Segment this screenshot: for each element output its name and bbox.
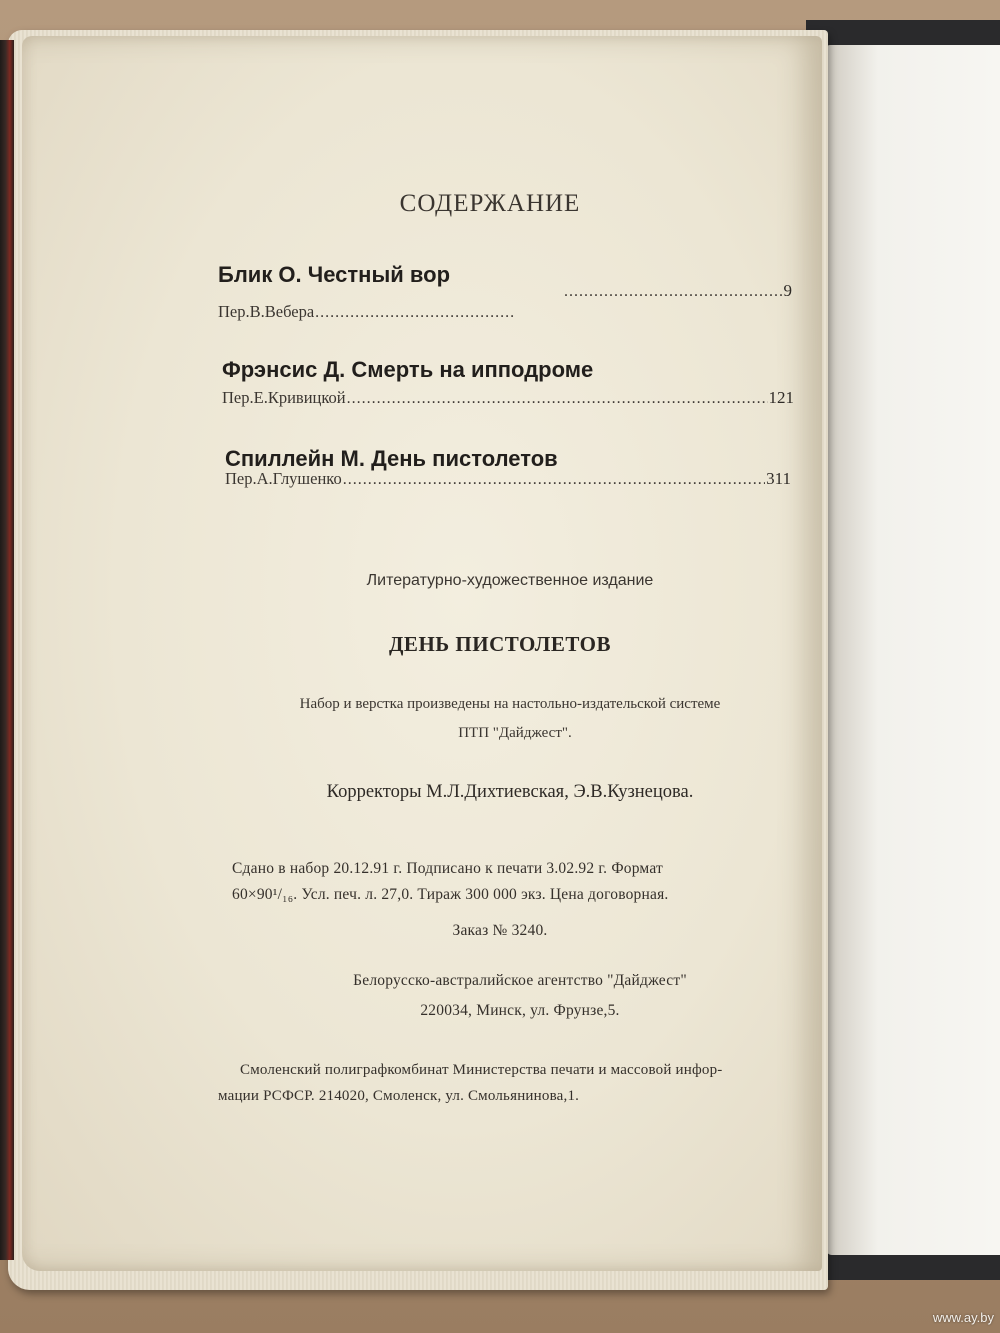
- publisher-name: Белорусско-австралийское агентство "Дайджест": [353, 972, 687, 989]
- toc-translator-1: Пер.В.Вебера: [218, 302, 315, 321]
- watermark: www.ay.by: [932, 1310, 994, 1325]
- toc-entry-row-3: [225, 469, 791, 489]
- toc-translator-dots-1: [315, 304, 515, 322]
- order-number: Заказ № 3240.: [452, 922, 548, 939]
- edition-type: Литературно-художественное издание: [366, 572, 654, 589]
- publisher-address: 220034, Минск, ул. Фрунзе,5.: [420, 1002, 620, 1019]
- toc-translator-row-1: [218, 302, 778, 322]
- toc-page-1: 9: [783, 281, 792, 300]
- toc-translator-3: Пер.А.Глушенко: [225, 469, 342, 488]
- toc-entry-row-2: [222, 388, 794, 408]
- print-info-line-2: 60×90¹/₁₆. Усл. печ. л. 27,0. Тираж 300 000 экз. Цена договорная.: [232, 886, 669, 903]
- toc-title-2: Фрэнсис Д. Смерть на ипподроме: [222, 357, 594, 382]
- typeset-line-2: ПТП "Дайджест".: [458, 725, 572, 741]
- typeset-line-1: Набор и верстка произведены на настольно-издательской системе: [299, 696, 721, 712]
- toc-translator-2: Пер.Е.Кривицкой: [222, 388, 346, 407]
- toc-entry-page-row-1: [218, 281, 792, 301]
- toc-title-1: Блик О. Честный вор: [218, 262, 451, 287]
- print-info-line-1: Сдано в набор 20.12.91 г. Подписано к печати 3.02.92 г. Формат: [232, 860, 663, 877]
- contents-heading: СОДЕРЖАНИЕ: [399, 190, 581, 217]
- toc-page-3: 311: [766, 469, 791, 488]
- toc-leader-dots-3: [343, 471, 765, 489]
- toc-entry-title-2: [222, 357, 792, 383]
- toc-leader-dots-2: [347, 390, 768, 408]
- toc-title-3: Спиллейн М. День пистолетов: [225, 446, 558, 471]
- toc-leader-dots-1: [564, 283, 783, 301]
- toc-page-2: 121: [768, 388, 794, 407]
- printer-line-2: мации РСФСР. 214020, Смоленск, ул. Смольянинова,1.: [218, 1088, 580, 1104]
- printer-line-1: Смоленский полиграфкомбинат Министерства печати и массовой инфор-: [240, 1062, 723, 1078]
- book-title: ДЕНЬ ПИСТОЛЕТОВ: [388, 632, 611, 656]
- proofreaders: Корректоры М.Л.Дихтиевская, Э.В.Кузнецова.: [326, 782, 694, 802]
